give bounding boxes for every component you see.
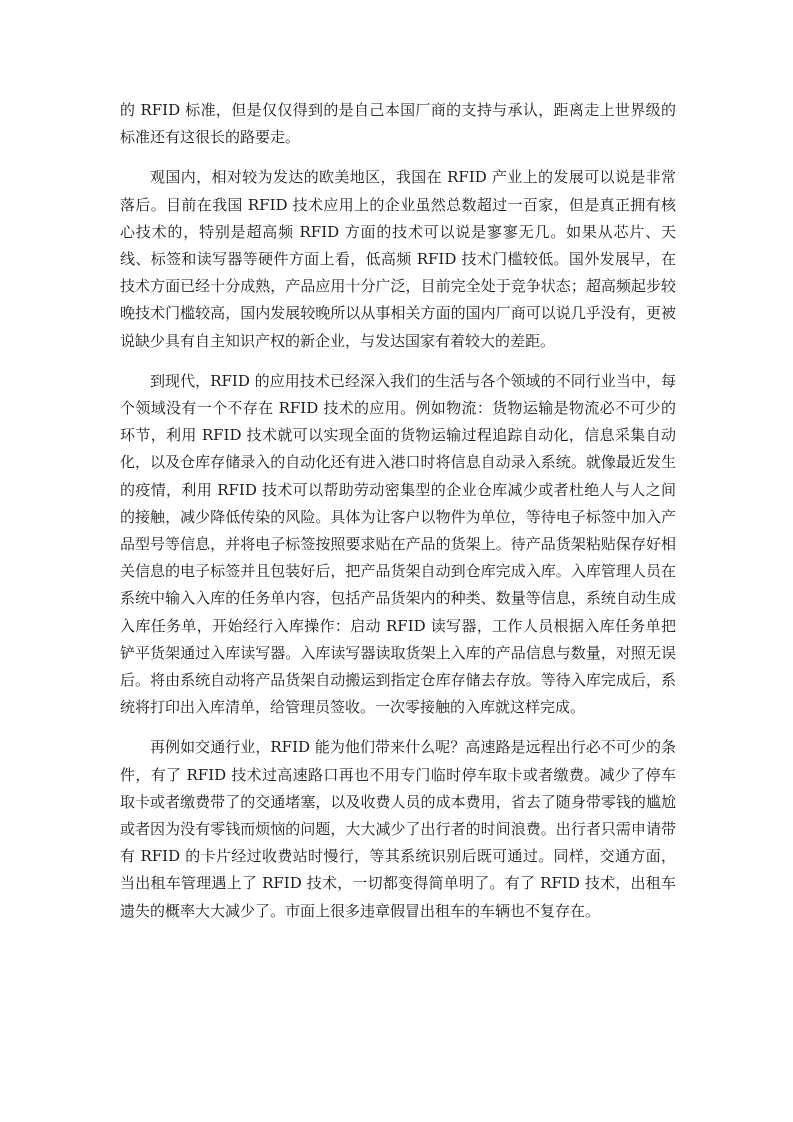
paragraph-logistics-application: 到现代，RFID 的应用技术已经深入我们的生活与各个领域的不同行业当中，每个领域没有一个不存在 RFID 技术的应用。例如物流：货物运输是物流必不可少的环节，利用 RFID 技术就可以实现全面的货物运输过程追踪自动化，信息采集自动化，以及仓库存储录入的自动化还有进入港口时将信息自动录入系统。就像最近发生的疫情，利用 RFID 技术可以帮助劳动密集型的企业仓库减少或者杜绝人与人之间的接触，减少降低传染的风险。具体为让客户以物件为单位，等待电子标签中加入产品型号等信息，并将电子标签按照要求贴在产品的货架上。待产品货架粘贴保存好相关信息的电子标签并且包装好后，把产品货架自动到仓库完成入库。入库管理人员在系统中输入入库的任务单内容，包括产品货架内的种类、数量等信息，系统自动生成入库任务单，开始经行入库操作：启动 RFID 读写器，工作人员根据入库任务单把铲平货架通过入库读写器。入库读写器读取货架上入库的产品信息与数量，对照无误后。将由系统自动将产品货架自动搬运到指定仓库存储去存放。等待入库完成后，系统将打印出入库清单，给管理员签收。一次零接触的入库就这样完成。 bbox=[120, 371, 676, 717]
paragraph-continuation: 的 RFID 标准，但是仅仅得到的是自己本国厂商的支持与承认，距离走上世界级的标准还有这很长的路要走。 bbox=[120, 101, 676, 147]
paragraph-transport-application: 再例如交通行业，RFID 能为他们带来什么呢？高速路是远程出行必不可少的条件，有了 RFID 技术过高速路口再也不用专门临时停车取卡或者缴费。减少了停车取卡或者缴费带了的交通堵塞，以及收费人员的成本费用，省去了随身带零钱的尴尬或者因为没有零钱而烦恼的问题，大大减少了出行者的时间浪费。出行者只需申请带有 RFID 的卡片经过收费站时慢行，等其系统识别后既可通过。同样，交通方面，当出租车管理遇上了 RFID 技术，一切都变得简单明了。有了 RFID 技术，出租车遗失的概率大大减少了。市面上很多违章假冒出租车的车辆也不复存在。 bbox=[120, 738, 676, 920]
document-body bbox=[120, 97, 676, 938]
paragraph-domestic-industry: 观国内，相对较为发达的欧美地区，我国在 RFID 产业上的发展可以说是非常落后。目前在我国 RFID 技术应用上的企业虽然总数超过一百家，但是真正拥有核心技术的，特别是超高频 RFID 方面的技术可以说是寥寥无几。如果从芯片、天线、标签和读写器等硬件方面上看，低高频 RFID 技术门槛较低。国外发展早，在技术方面已经十分成熟，产品应用十分广泛，目前完全处于竞争状态；超高频起步较晚技术门槛较高，国内发展较晚所以从事相关方面的国内厂商可以说几乎没有，更被说缺少具有自主知识产权的新企业，与发达国家有着较大的差距。 bbox=[120, 168, 676, 350]
